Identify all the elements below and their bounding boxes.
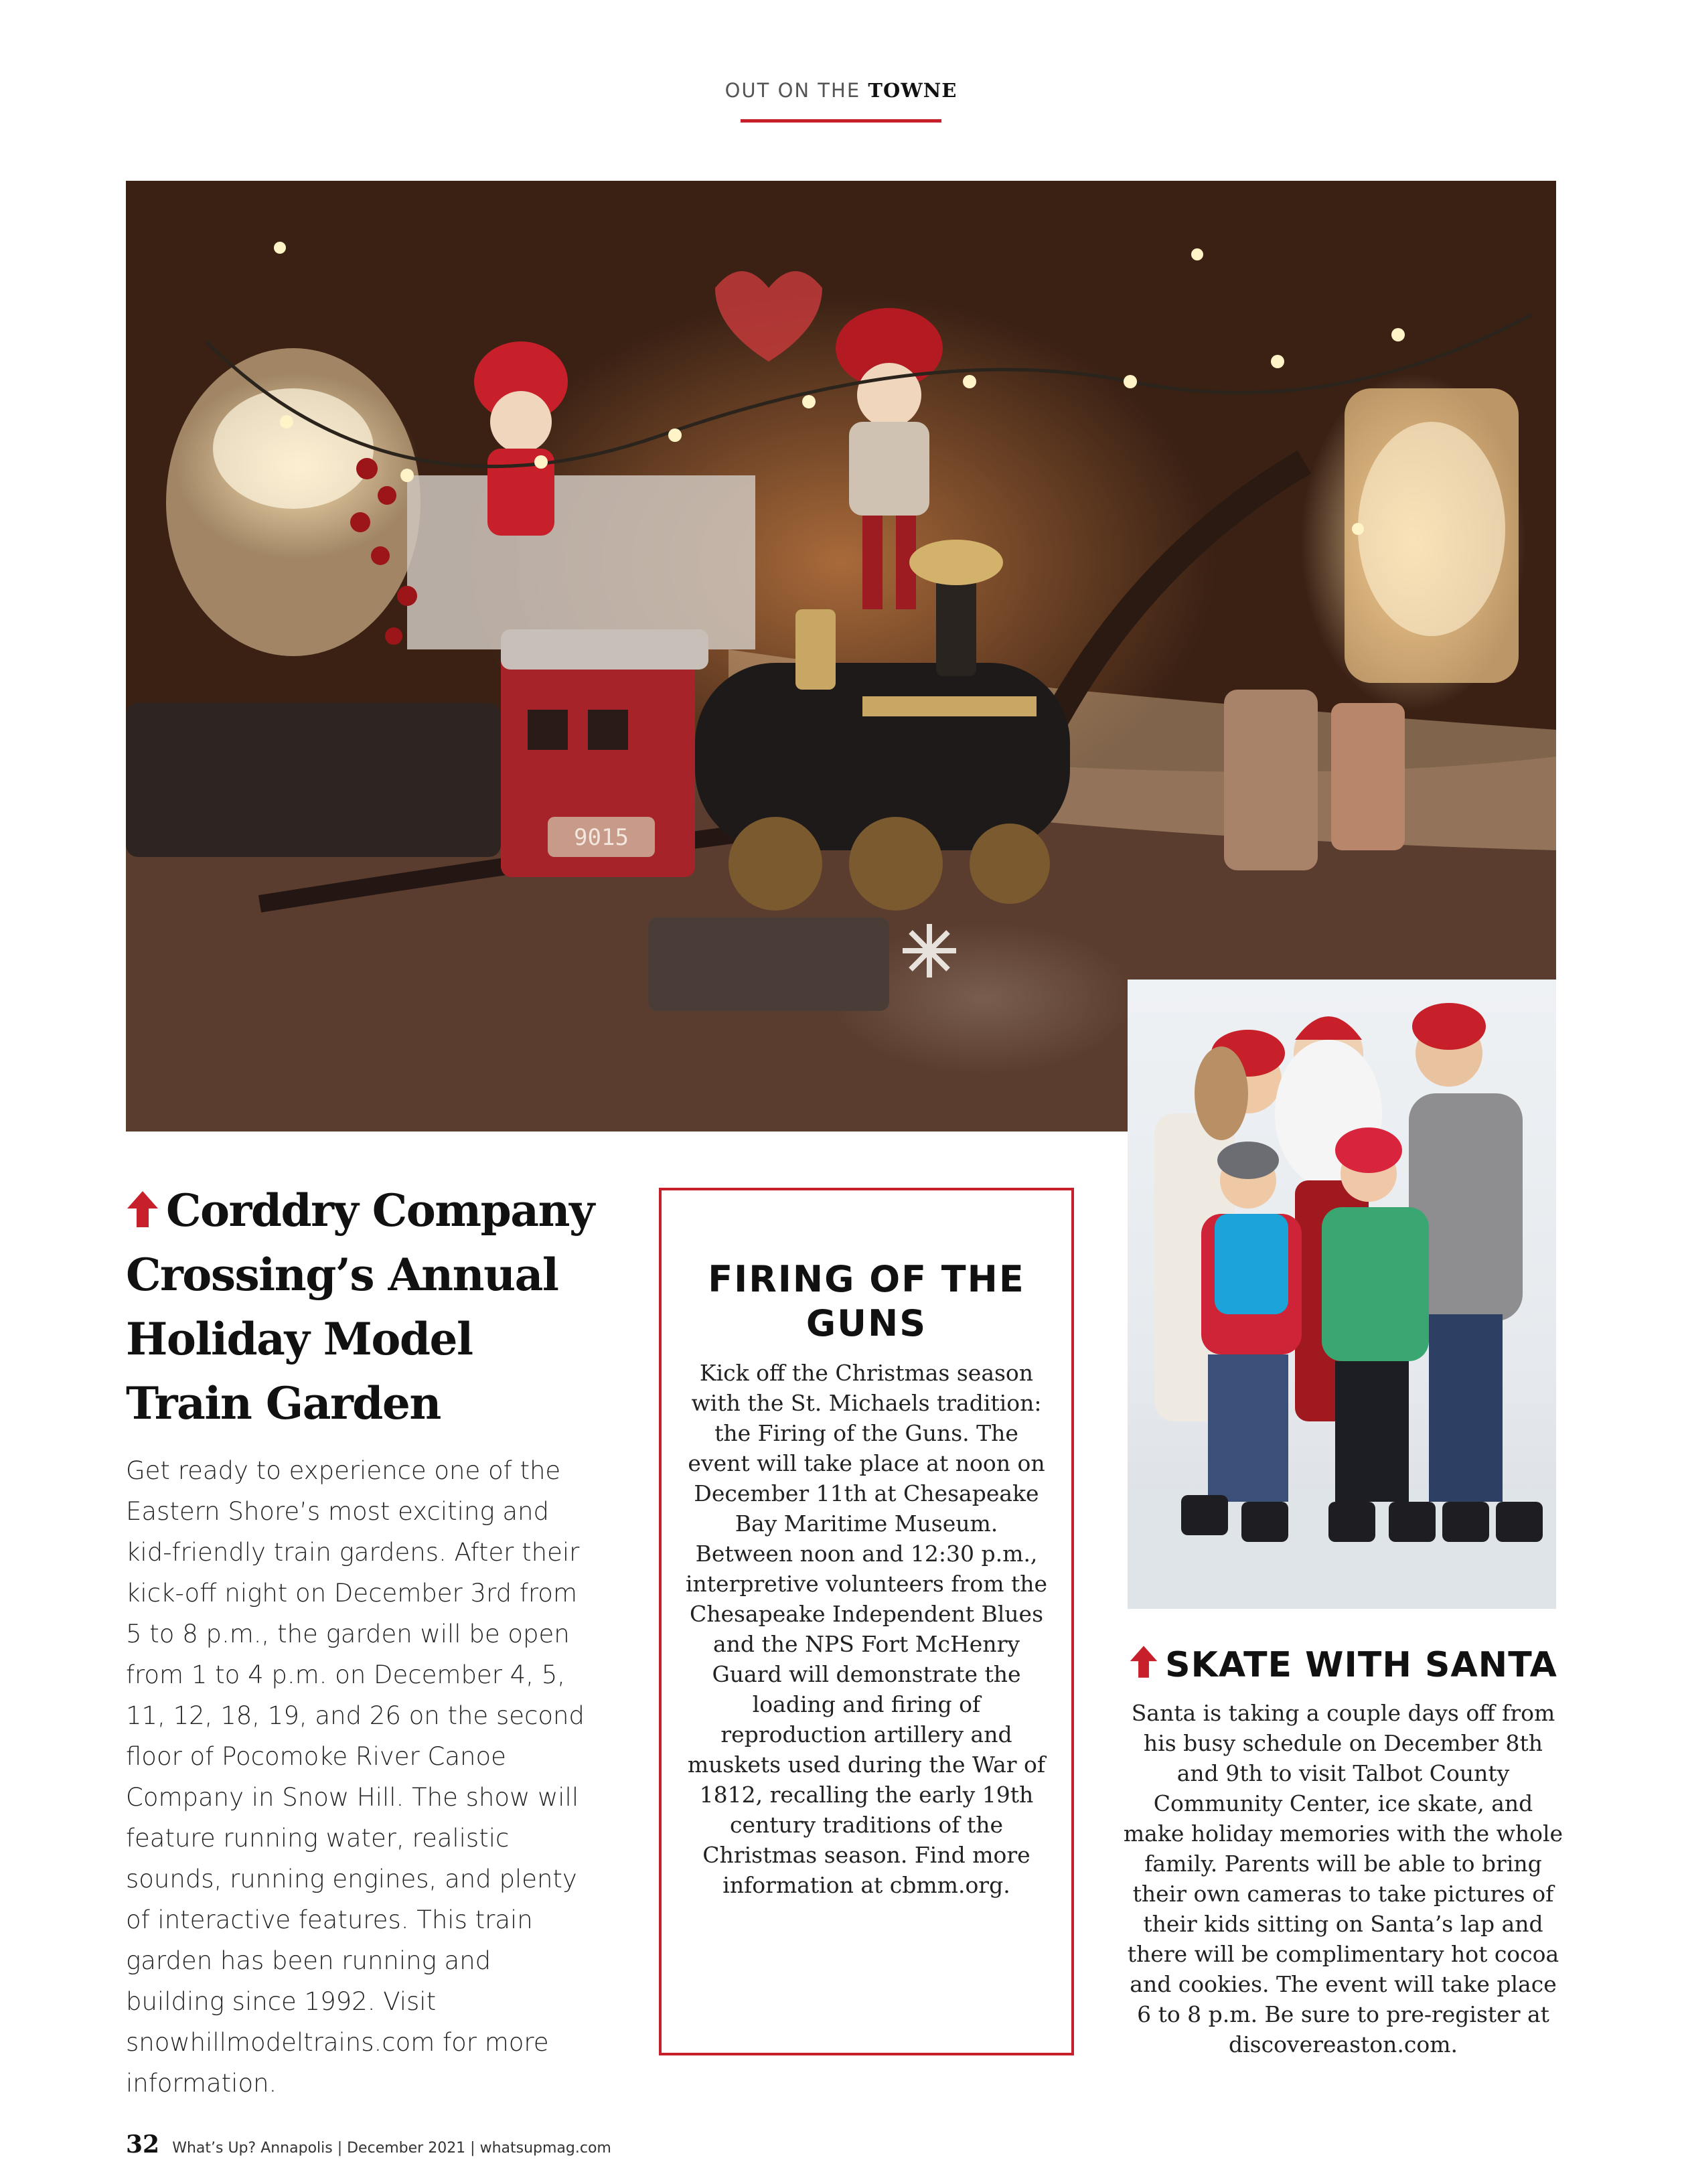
- arrow-up-icon: [126, 1190, 159, 1229]
- section-kicker: [0, 79, 1682, 102]
- skate-with-santa-title-text: SKATE WITH SANTA: [1165, 1645, 1557, 1685]
- skate-with-santa-story: [1122, 1642, 1564, 2059]
- firing-of-guns-title: FIRING OF THE GUNS: [708, 1258, 1025, 1344]
- page-footer: [126, 2130, 611, 2159]
- train-garden-title: [126, 1178, 595, 1435]
- arrow-up-icon: [1129, 1644, 1158, 1679]
- train-garden-body: Get ready to experience one of the Eastern Shore’s most exciting and kid-friendly train gardens. After their kick-off night on December 3rd from 5 to 8 p.m., the garden will be open from 1 to 4 p.m. on December 4, 5, 11, 12, 18, 19, and 26 on the second floor of Pocomoke River Canoe Company in Snow Hill. The show will feature running water, realistic sounds, running engines, and plenty of interactive features. This train garden has been running and building since 1992. Visit snowhillmodeltrains.com for more information.: [126, 1456, 585, 2098]
- train-garden-story: [126, 1178, 595, 2104]
- publication-meta: What’s Up? Annapolis | December 2021 | whatsupmag.com: [172, 2140, 611, 2157]
- kicker-bold: TOWNE: [868, 79, 958, 102]
- section-header: [0, 79, 1682, 123]
- train-garden-title-text: Corddry Company Crossing’s Annual Holiday Model Train Garden: [126, 1184, 594, 1429]
- header-rule: [741, 119, 941, 123]
- kicker-light: OUT ON THE: [724, 79, 861, 102]
- engine-number-plate: 9015: [574, 824, 629, 851]
- skate-with-santa-title: [1122, 1642, 1564, 1689]
- firing-of-guns-box: [659, 1188, 1074, 2055]
- skate-with-santa-body: Santa is taking a couple days off from his busy schedule on December 8th and 9th to visit Talbot County Community Center, ice skate, and make holiday memories with the whole family. Parents will be able to bring their own cameras to take pictures of their kids sitting on Santa’s lap and there will be complimentary hot cocoa and cookies. The event will take place 6 to 8 p.m. Be sure to pre-register at discovereaston.com.: [1123, 1700, 1563, 2057]
- page-number: 32: [126, 2130, 160, 2159]
- skate-with-santa-photo: [1128, 980, 1556, 1609]
- santa-family-illustration: [1128, 980, 1556, 1609]
- firing-of-guns-body: Kick off the Christmas season with the St. Michaels tradition: the Firing of the Guns. The event will take place at noon on December 11th at Chesapeake Bay Maritime Museum. Between noon and 12:30 p.m., interpretive volunteers from the Chesapeake Independent Blues and the NPS Fort McHenry Guard will demonstrate the loading and firing of reproduction artillery and muskets used during the War of 1812, recalling the early 19th century traditions of the Christmas season. Find more information at cbmm.org.: [685, 1360, 1048, 1898]
